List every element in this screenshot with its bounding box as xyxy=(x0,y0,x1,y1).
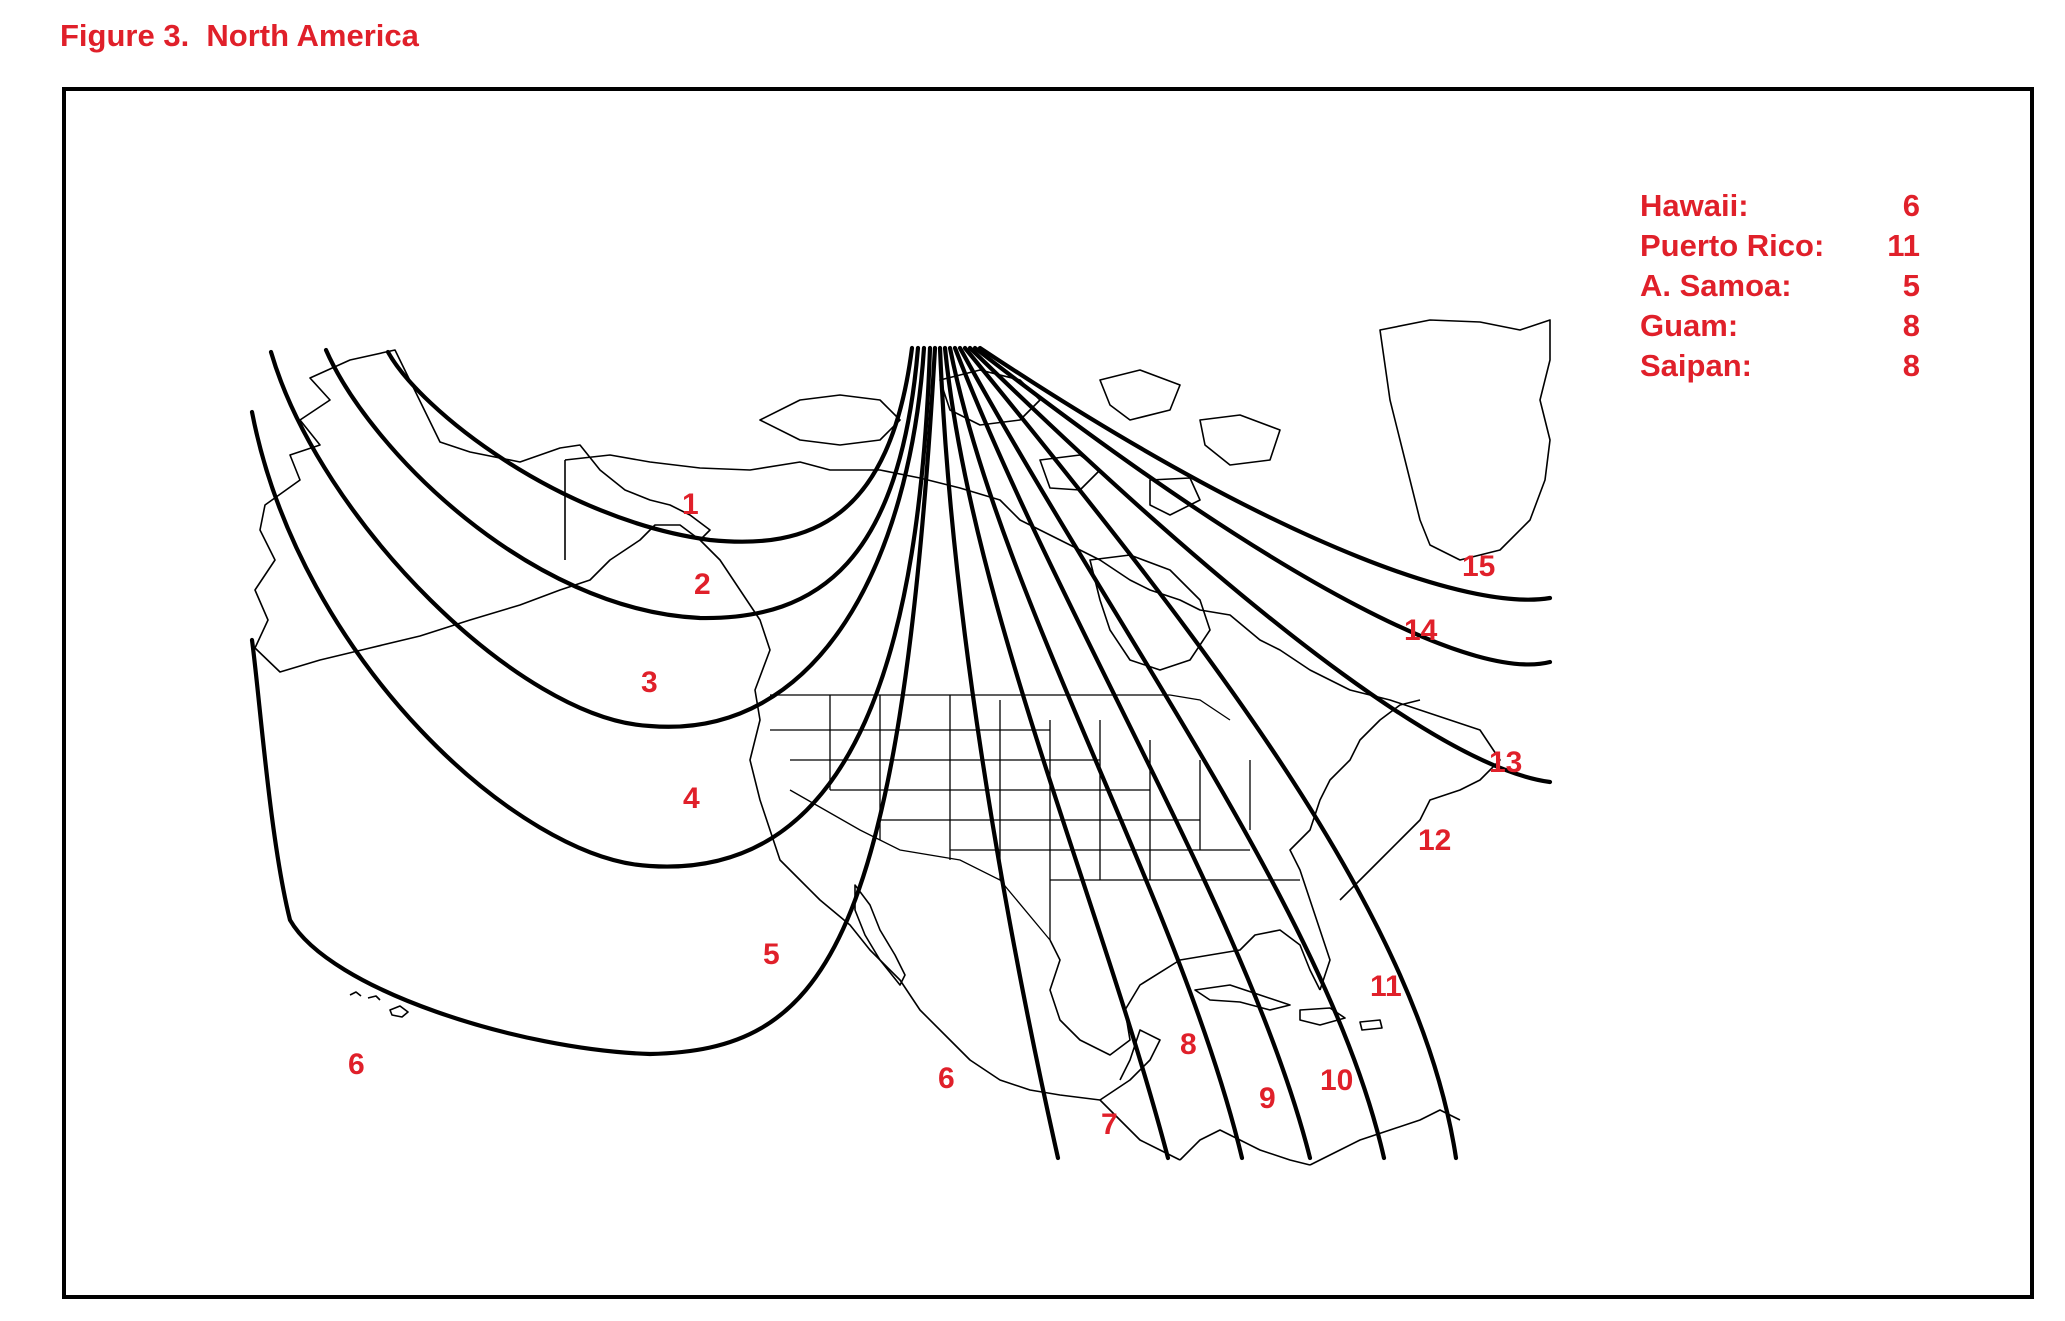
territory-legend xyxy=(1640,188,1920,388)
zone-boundary-4 xyxy=(252,348,930,867)
zone-label: 11 xyxy=(1370,970,1402,1003)
zone-boundary-7 xyxy=(945,348,1168,1158)
legend-row-american-samoa xyxy=(1640,268,1920,308)
baja-outline xyxy=(855,885,905,985)
zone-label: 13 xyxy=(1489,746,1523,779)
legend-row-puerto-rico xyxy=(1640,228,1920,268)
zone-label: 15 xyxy=(1462,550,1496,583)
legend-value: 8 xyxy=(1902,348,1920,383)
zone-label: 3 xyxy=(641,666,658,699)
legend-name: A. Samoa: xyxy=(1640,268,1792,303)
central-america-2 xyxy=(1180,1130,1310,1165)
zone-label: 10 xyxy=(1320,1064,1354,1097)
hudson-bay xyxy=(1090,555,1210,670)
greenland-outline xyxy=(1380,320,1550,560)
arctic-islands xyxy=(760,370,1280,515)
zone-label: 4 xyxy=(683,782,700,815)
zone-label: 2 xyxy=(694,568,711,601)
legend-name: Puerto Rico: xyxy=(1640,228,1825,263)
legend-name: Guam: xyxy=(1640,308,1739,343)
legend-row-hawaii xyxy=(1640,188,1920,228)
zone-label: 9 xyxy=(1259,1082,1276,1115)
zone-boundary-curves xyxy=(252,348,1550,1158)
cuba-outline xyxy=(1195,985,1290,1010)
zone-label: 6 xyxy=(938,1062,955,1095)
zone-label: 5 xyxy=(763,938,780,971)
zone-label: 1 xyxy=(682,488,699,521)
zone-label: 7 xyxy=(1101,1108,1118,1141)
figure-title: Figure 3. North America xyxy=(60,18,419,53)
zone-label: 14 xyxy=(1404,614,1438,647)
zone-boundary-13 xyxy=(975,348,1550,664)
legend-value: 6 xyxy=(1902,188,1920,223)
zone-boundary-11 xyxy=(965,348,1456,1158)
legend-row-saipan xyxy=(1640,348,1920,388)
zone-label: 6 xyxy=(348,1048,365,1081)
legend-name: Hawaii: xyxy=(1640,188,1749,223)
legend-name: Saipan: xyxy=(1640,348,1752,383)
zone-label: 12 xyxy=(1418,824,1452,857)
zone-boundary-10 xyxy=(960,348,1384,1158)
legend-value: 11 xyxy=(1887,228,1920,263)
legend-value: 8 xyxy=(1902,308,1920,343)
legend-value: 5 xyxy=(1902,268,1920,303)
alaska-outline xyxy=(255,350,710,672)
puerto-rico-outline xyxy=(1360,1020,1382,1030)
zone-label: 8 xyxy=(1180,1028,1197,1061)
east-coast xyxy=(1290,700,1420,990)
canada-outline xyxy=(565,455,1500,900)
zone-boundary-5 xyxy=(252,348,935,1054)
legend-row-guam xyxy=(1640,308,1920,348)
